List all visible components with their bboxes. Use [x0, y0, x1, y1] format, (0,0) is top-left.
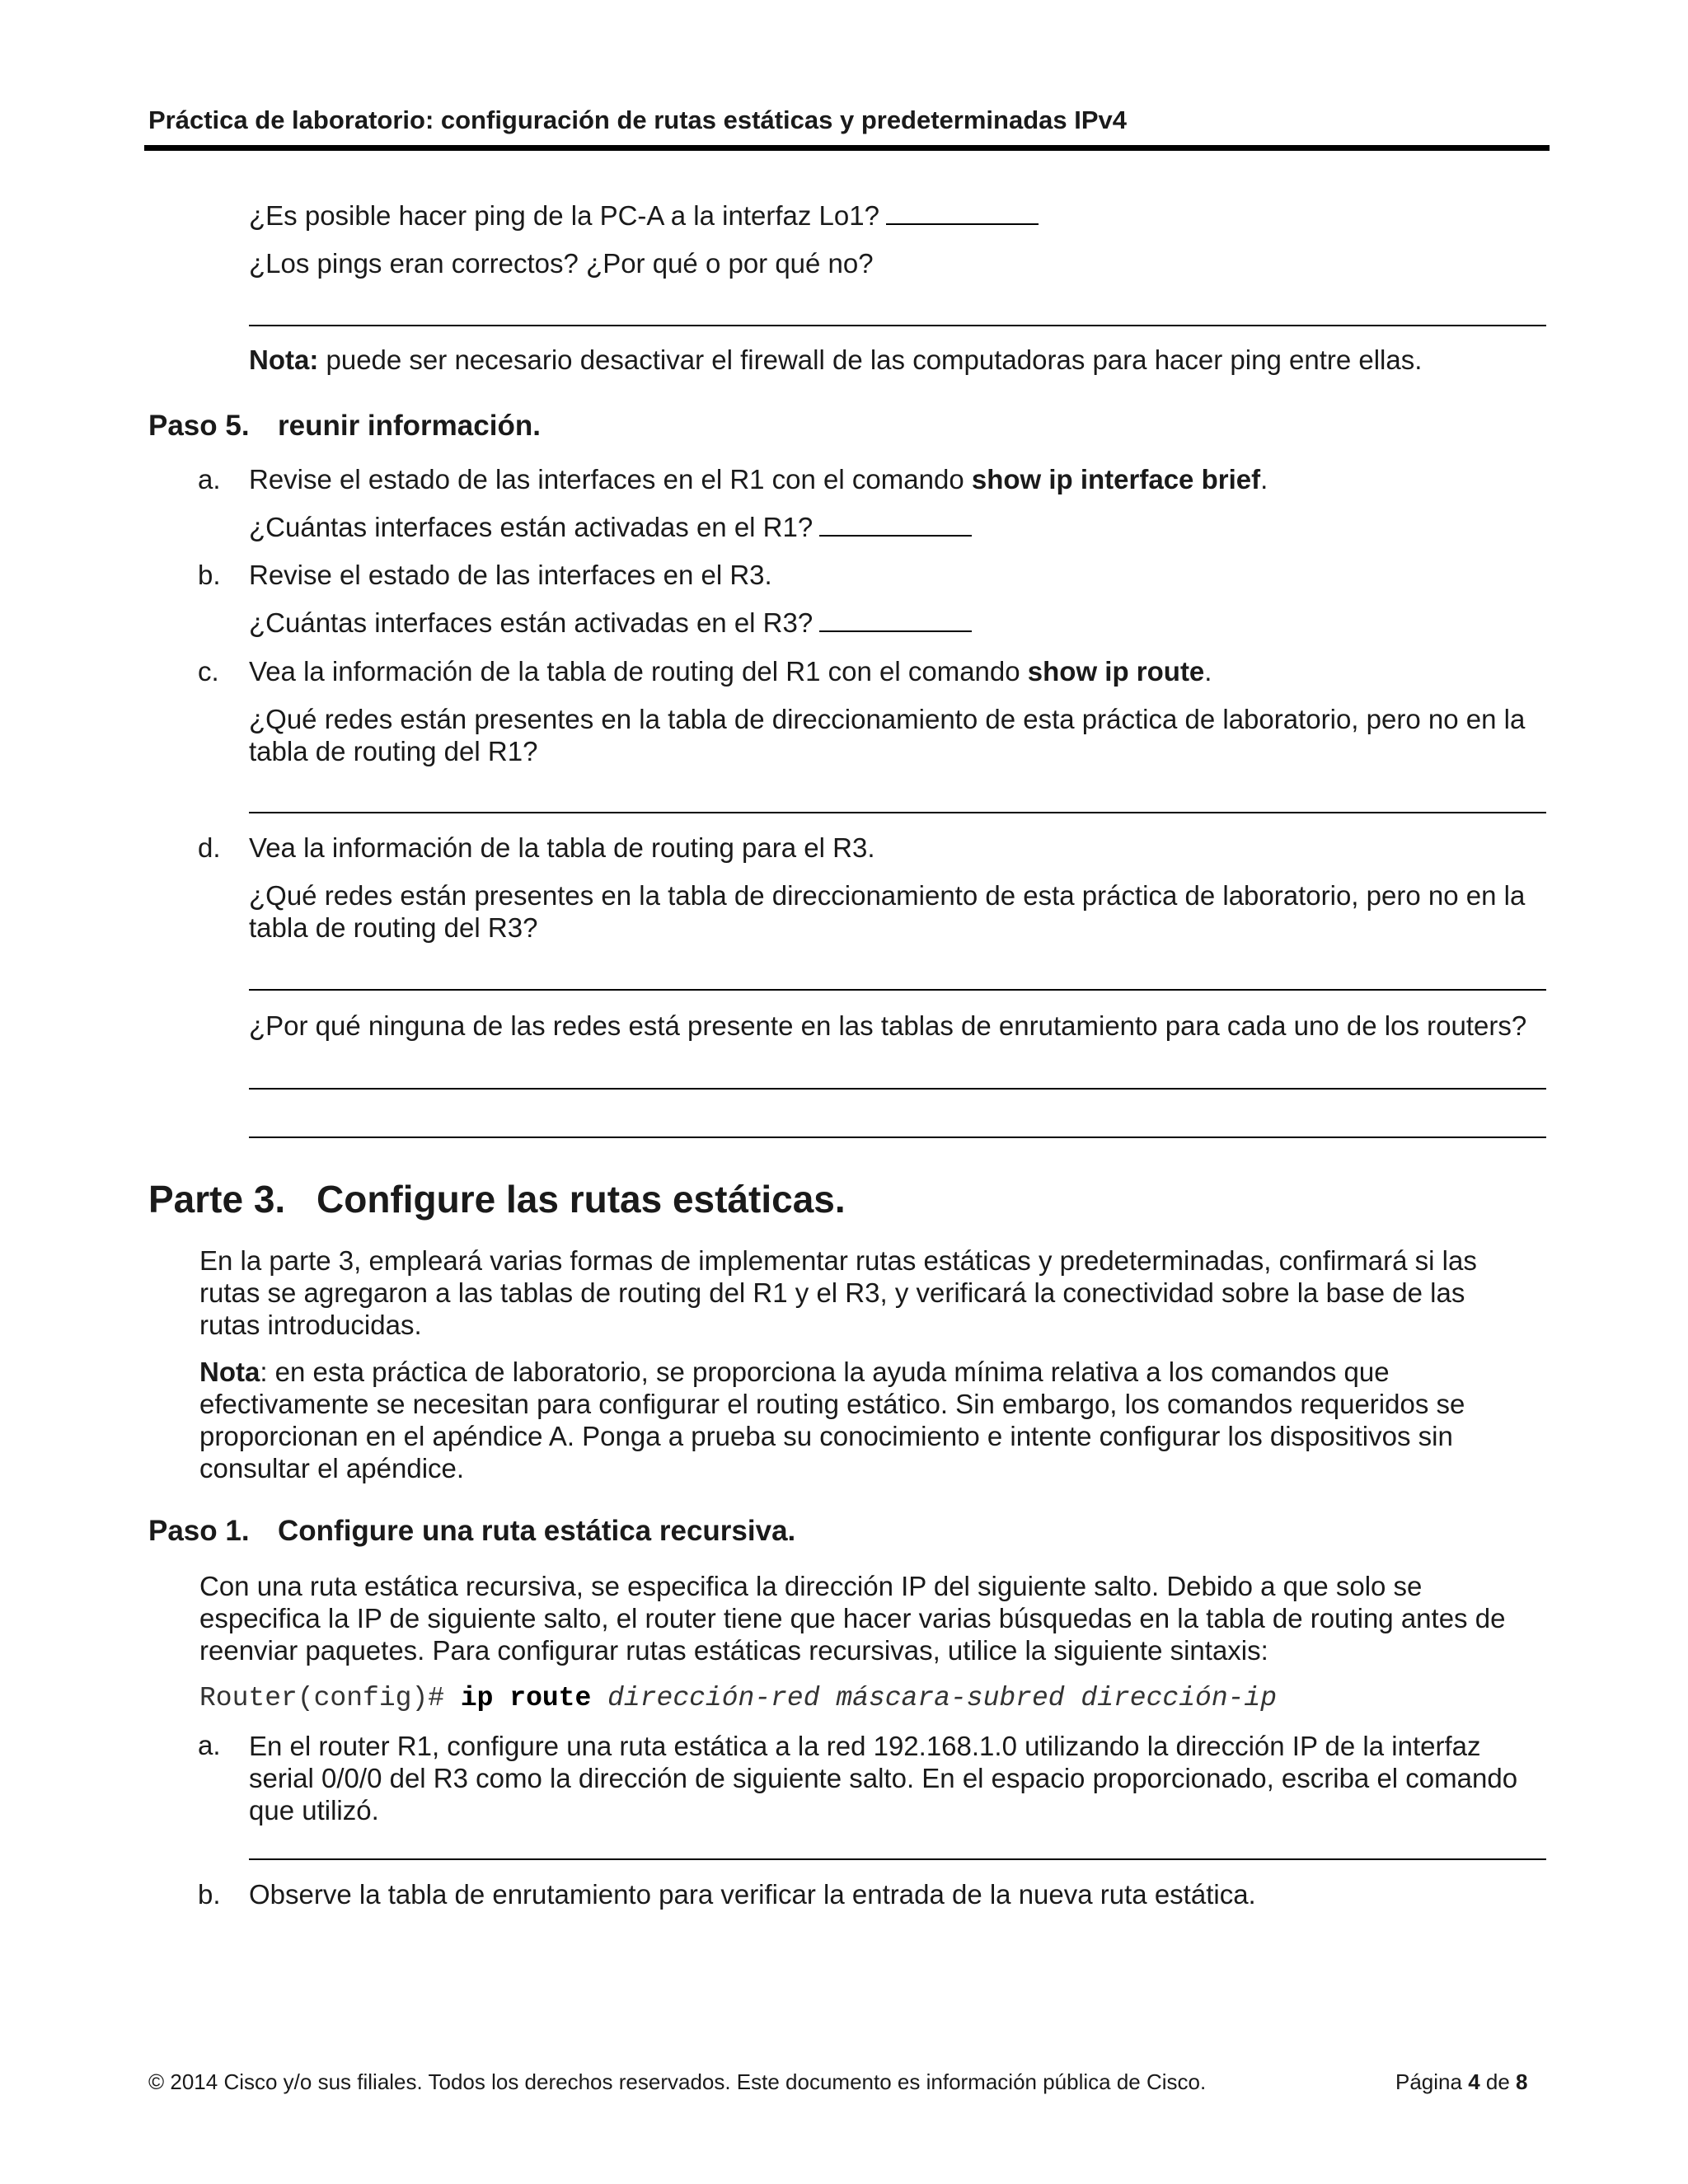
page-of: de [1479, 2069, 1517, 2094]
command: show ip interface brief [971, 464, 1261, 494]
answer-line[interactable] [249, 325, 1546, 326]
step-title: Configure una ruta estática recursiva. [278, 1515, 796, 1547]
note-label: Nota: [249, 344, 319, 375]
page-total: 8 [1516, 2069, 1528, 2094]
page-current: 4 [1468, 2069, 1480, 2094]
page-label: Página [1395, 2069, 1469, 2094]
step-1-intro: Con una ruta estática recursiva, se especifica la dirección IP del siguiente salto. Debido a que solo se especifica la IP de siguiente salto, el router tiene que hacer varias búsquedas en la tabla de routing antes de reenviar paquetes. Para configurar rutas estáticas recursivas, utilice la siguiente sintaxis: [199, 1571, 1506, 1666]
item-a-text [249, 464, 1268, 495]
command-syntax [199, 1683, 1277, 1713]
step-title: reunir información. [278, 410, 541, 442]
item-b-text: Revise el estado de las interfaces en el R3. [249, 560, 772, 590]
part-3-note [199, 1356, 1518, 1484]
item-text: Revise el estado de las interfaces en el R1 con el comando [249, 464, 972, 494]
item-c-question: ¿Qué redes están presentes en la tabla de direccionamiento de esta práctica de laboratorio, pero no en la tabla de routing del R1? [249, 704, 1526, 766]
item-d-text: Vea la información de la tabla de routing para el R3. [249, 832, 875, 863]
item-b-question [249, 607, 972, 639]
step-number: Paso 5. [148, 410, 250, 442]
item-letter: b. [198, 560, 221, 590]
answer-blank[interactable] [819, 609, 972, 632]
part-title: Configure las rutas estáticas. [316, 1178, 846, 1221]
item-d-question: ¿Qué redes están presentes en la tabla de direccionamiento de esta práctica de laboratorio, pero no en la tabla de routing del R3? [249, 880, 1526, 943]
step-1-item-a-text: En el router R1, configure una ruta estática a la red 192.168.1.0 utilizando la dirección IP de la interfaz serial 0/0/0 del R3 como la dirección de siguiente salto. En el espacio proporcionado, escriba el comando que utilizó. [249, 1731, 1518, 1825]
note-text: puede ser necesario desactivar el firewall de las computadoras para hacer ping entre ellas. [318, 344, 1423, 375]
item-text: Vea la información de la tabla de routing del R1 con el comando [249, 656, 1028, 687]
question-text: ¿Es posible hacer ping de la PC-A a la interfaz Lo1? [249, 200, 879, 231]
item-end: . [1204, 656, 1212, 687]
syntax-prompt: Router(config)# [199, 1683, 461, 1713]
syntax-arguments: dirección-red máscara-subred dirección-ip [591, 1683, 1278, 1713]
item-end: . [1260, 464, 1268, 494]
command: show ip route [1027, 656, 1205, 687]
syntax-command: ip route [460, 1683, 592, 1713]
question-pings-ok: ¿Los pings eran correctos? ¿Por qué o por qué no? [249, 248, 874, 279]
answer-line[interactable] [249, 1858, 1546, 1860]
item-letter: b. [198, 1879, 221, 1910]
item-letter: a. [198, 464, 221, 494]
note-text: : en esta práctica de laboratorio, se proporciona la ayuda mínima relativa a los comandos que efectivamente se necesitan para configurar el routing estático. Sin embargo, los comandos requeridos se proporcionan en el apéndice A. Ponga a prueba su conocimiento e intente configurar los dispositivos sin consultar el apéndice. [199, 1357, 1465, 1483]
part-number: Parte 3. [148, 1178, 286, 1221]
step-number: Paso 1. [148, 1515, 250, 1547]
item-letter: c. [198, 656, 219, 687]
answer-line[interactable] [249, 989, 1546, 991]
question-text: ¿Cuántas interfaces están activadas en el R3? [249, 607, 814, 638]
answer-line[interactable] [249, 812, 1546, 813]
question-ping-lo1 [249, 200, 1039, 232]
item-letter: a. [198, 1730, 221, 1760]
part-3-heading [148, 1177, 846, 1221]
step-1-item-b-text: Observe la tabla de enrutamiento para verificar la entrada de la nueva ruta estática. [249, 1879, 1256, 1910]
item-c-text [249, 656, 1212, 687]
answer-blank[interactable] [819, 513, 972, 537]
item-letter: d. [198, 832, 221, 863]
answer-line[interactable] [249, 1088, 1546, 1090]
header-title: Práctica de laboratorio: configuración de rutas estáticas y predeterminadas IPv4 [148, 105, 1128, 134]
answer-blank[interactable] [886, 202, 1039, 225]
note-firewall [249, 344, 1422, 376]
item-a-question [249, 512, 972, 543]
footer-page-number [1395, 2069, 1528, 2095]
header-rule [144, 145, 1550, 151]
step-5-heading [148, 410, 541, 443]
note-label: Nota [199, 1357, 260, 1387]
footer-copyright: © 2014 Cisco y/o sus filiales. Todos los derechos reservados. Este documento es información pública de Cisco. [148, 2069, 1207, 2094]
step-1-heading [148, 1515, 795, 1548]
answer-line[interactable] [249, 1137, 1546, 1138]
part-3-intro: En la parte 3, empleará varias formas de implementar rutas estáticas y predeterminadas, confirmará si las rutas se agregaron a las tablas de routing del R1 y el R3, y verificará la conectividad sobre la base de las rutas introducidas. [199, 1245, 1477, 1340]
item-d-question-2: ¿Por qué ninguna de las redes está presente en las tablas de enrutamiento para cada uno de los routers? [249, 1010, 1527, 1041]
question-text: ¿Cuántas interfaces están activadas en el R1? [249, 512, 814, 542]
